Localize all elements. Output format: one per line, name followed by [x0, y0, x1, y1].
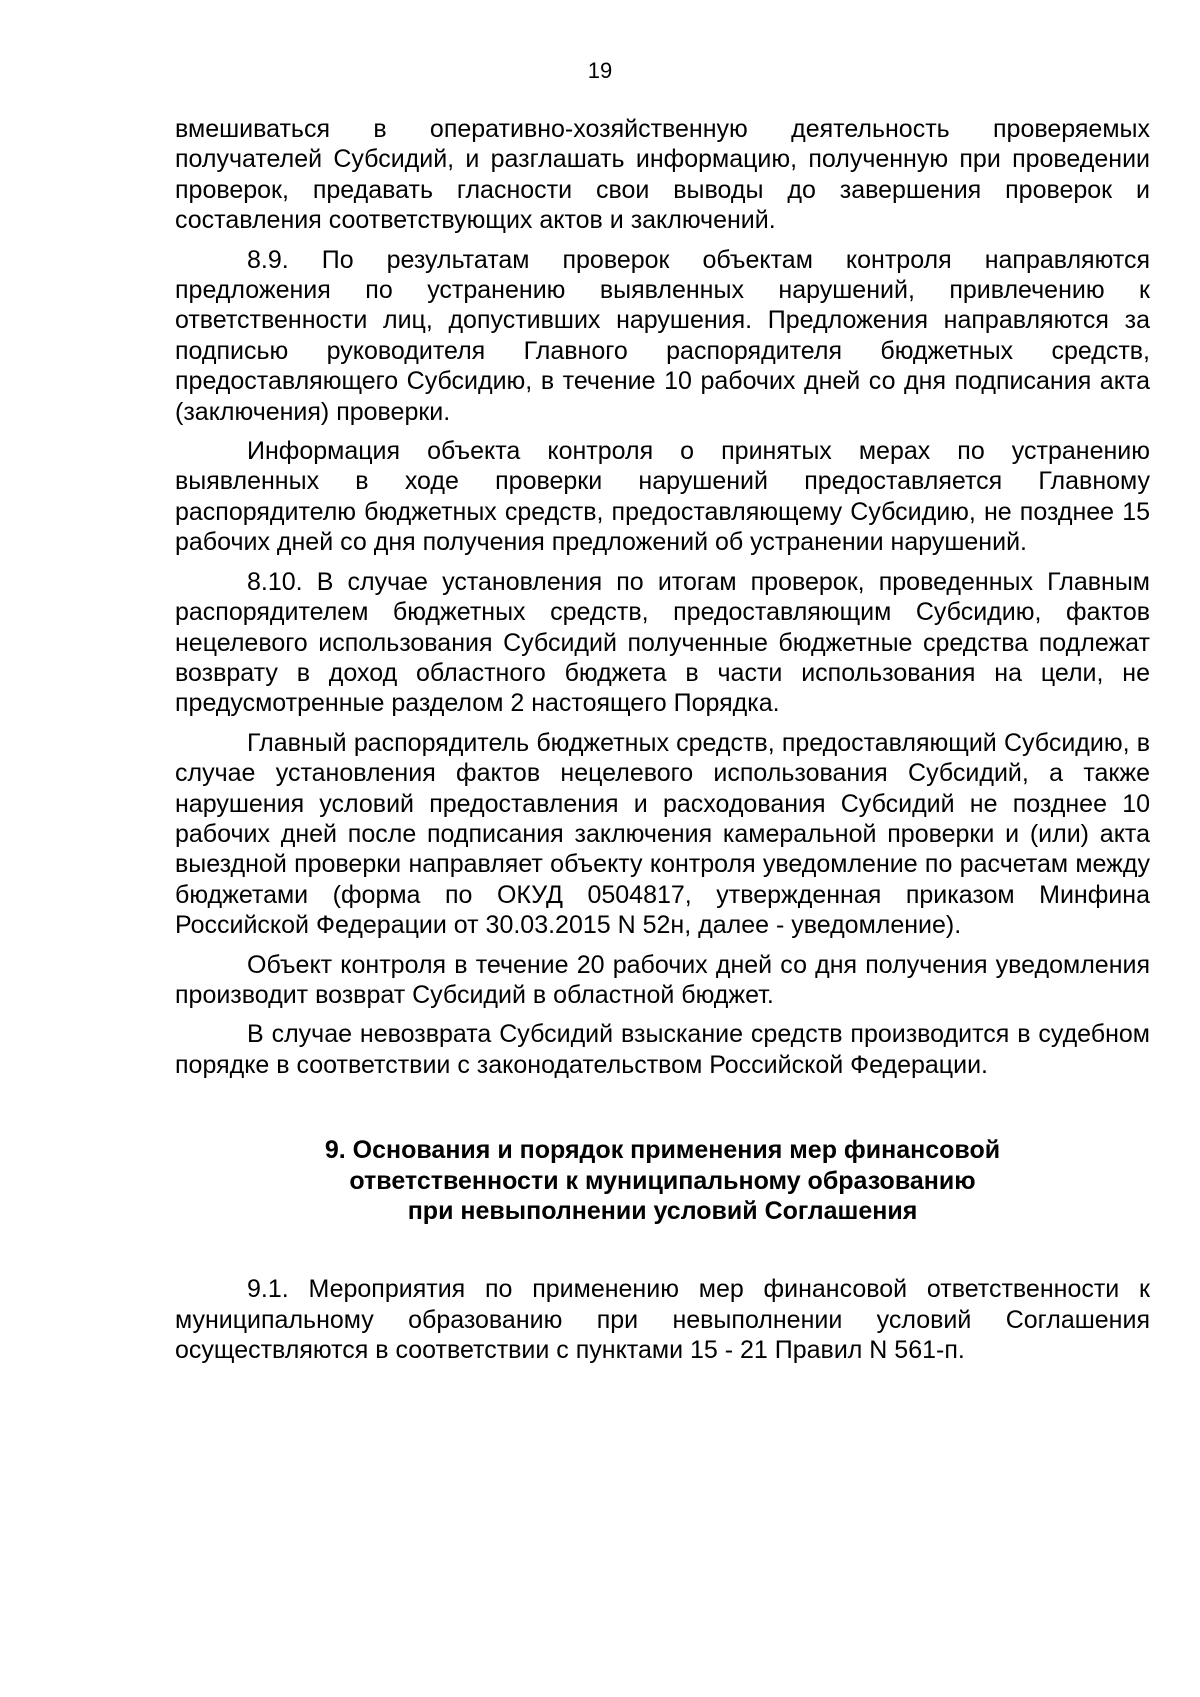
page-number: 19	[587, 58, 613, 83]
paragraph-8-9: 8.9. По результатам проверок объектам контроля направляются предложения по устранению выявленных нарушений, привлечению к ответственности лиц, допустивших нарушения. Предложения направляются за подписью руководителя Главного распорядителя бюджетных средств, предоставляющего Субсидию, в течение 10 рабочих дней со дня подписания акта (заключения) проверки.	[175, 245, 1150, 426]
section-heading-line-3: при невыполнении условий Соглашения	[407, 1197, 918, 1225]
document-body	[175, 114, 1150, 1375]
section-heading	[175, 1135, 1150, 1226]
paragraph-info-measures: Информация объекта контроля о принятых мерах по устранению выявленных в ходе проверки нарушений предоставляется Главному распорядителю бюджетных средств, предоставляющему Субсидию, не позднее 15 рабочих дней со дня получения предложений об устранении нарушений.	[175, 437, 1150, 557]
section-heading-line-2: ответственности к муниципальному образованию	[349, 1166, 976, 1195]
paragraph-8-10: 8.10. В случае установления по итогам проверок, проведенных Главным распорядителем бюджетных средств, предоставляющим Субсидию, фактов нецелевого использования Субсидий полученные бюджетные средства подлежат возврату в доход областного бюджета в части использования на цели, не предусмотренные разделом 2 настоящего Порядка.	[175, 567, 1150, 718]
paragraph-main-distributor: Главный распорядитель бюджетных средств, предоставляющий Субсидию, в случае установления фактов нецелевого использования Субсидий, а также нарушения условий предоставления и расходования Субсидий не позднее 10 рабочих дней после подписания заключения камеральной проверки и (или) акта выездной проверки направляет объекту контроля уведомление по расчетам между бюджетами (форма по ОКУД 0504817, утвержденная приказом Минфина Российской Федерации от 30.03.2015 N 52н, далее - уведомление).	[175, 728, 1150, 940]
paragraph-continuation: вмешиваться в оперативно-хозяйственную деятельность проверяемых получателей Субсидий, и разглашать информацию, полученную при проведении проверок, предавать гласности свои выводы до завершения проверок и составления соответствующих актов и заключений.	[175, 115, 1150, 235]
paragraph-9-1: 9.1. Мероприятия по применению мер финансовой ответственности к муниципальному образованию при невыполнении условий Соглашения осуществляются в соответствии с пунктами 15 - 21 Правил N 561-п.	[175, 1275, 1150, 1365]
paragraph-court-recovery: В случае невозврата Субсидий взыскание средств производится в судебном порядке в соответствии с законодательством Российской Федерации.	[175, 1020, 1150, 1079]
paragraph-refund: Объект контроля в течение 20 рабочих дней со дня получения уведомления производит возврат Субсидий в областной бюджет.	[175, 950, 1150, 1009]
section-heading-line-1: 9. Основания и порядок применения мер финансовой	[324, 1136, 1001, 1165]
